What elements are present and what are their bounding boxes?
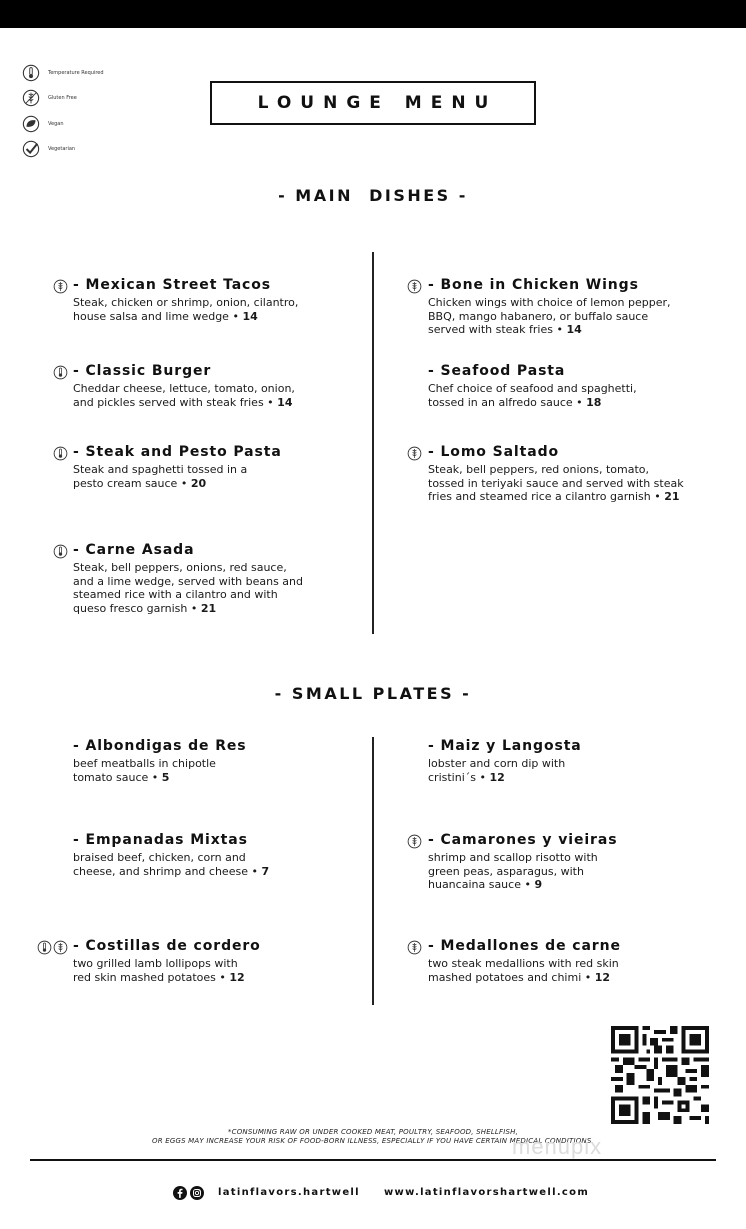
thermometer-icon <box>22 64 40 82</box>
legend-gluten-free <box>22 86 104 112</box>
footer-divider <box>30 1159 716 1161</box>
gluten-free-icon <box>53 940 68 955</box>
legend-label: Vegetarian <box>48 146 76 153</box>
item-price: 14 <box>566 323 582 336</box>
item-description: braised beef, chicken, corn and cheese, and shrimp and cheese • 7 <box>73 851 270 878</box>
item-description: Steak, bell peppers, red onions, tomato, tossed in teriyaki sauce and served with steak fries and steamed rice a cilantro garnish • 21 <box>428 463 684 503</box>
gluten-free-icon <box>407 940 422 955</box>
item-description: lobster and corn dip with cristini´s • 12 <box>428 757 566 784</box>
website-link[interactable]: www.latinflavorshartwell.com <box>384 1187 590 1198</box>
menu-title: LOUNGE MENU <box>257 93 498 113</box>
temperature-icon <box>53 544 68 559</box>
legend-label: Gluten Free <box>48 95 77 102</box>
menu-title-box <box>210 81 536 125</box>
small-plates-title: - SMALL PLATES - <box>274 684 472 703</box>
item-name: - Mexican Street Tacos <box>73 277 272 293</box>
item-price: 5 <box>161 770 170 784</box>
item-description: Chicken wings with choice of lemon pepper, BBQ, mango habanero, or buffalo sauce served with steak fries • 14 <box>428 296 671 336</box>
watermark: menupix <box>512 1134 603 1159</box>
item-description: Chef choice of seafood and spaghetti, tossed in an alfredo sauce • 18 <box>428 382 637 409</box>
gluten-free-icon <box>407 279 422 294</box>
item-name: - Albondigas de Res <box>73 738 247 754</box>
gluten-free-icon <box>407 834 422 849</box>
gluten-free-icon <box>53 279 68 294</box>
menu-item-classic-burger <box>73 363 295 409</box>
item-description: beef meatballs in chipotle tomato sauce • 5 <box>73 757 216 784</box>
menu-item-seafood-pasta <box>428 363 637 409</box>
item-name: - Lomo Saltado <box>428 444 560 460</box>
legend <box>22 60 104 162</box>
legend-label: Temperature Required <box>48 69 104 76</box>
menu-item-lomo-saltado <box>428 444 684 504</box>
item-name: - Costillas de cordero <box>73 938 261 954</box>
legend-label: Vegan <box>48 120 64 127</box>
item-name: - Carne Asada <box>73 542 195 558</box>
main-dishes-title: - MAIN DISHES - <box>278 186 468 205</box>
item-description: two steak medallions with red skin mashed potatoes and chimi • 12 <box>428 957 619 984</box>
item-price: 14 <box>242 309 258 323</box>
menu-item-steak-pesto-pasta <box>73 444 282 490</box>
item-description: Steak, chicken or shrimp, onion, cilantro, house salsa and lime wedge • 14 <box>73 296 299 323</box>
menu-item-costillas <box>73 938 261 984</box>
top-bar <box>0 0 746 28</box>
item-price: 21 <box>664 490 680 503</box>
food-safety-disclaimer: *CONSUMING RAW OR UNDER COOKED MEAT, POULTRY, SEAFOOD, SHELLFISH, OR EGGS MAY INCREASE YOUR RISK OF FOOD-BORN ILLNESS, ESPECIALLY IF YOU HAVE CERTAIN MEDICAL CONDITIONS. <box>152 1128 594 1145</box>
gluten-free-icon <box>407 446 422 461</box>
menu-item-camarones-y-vieiras <box>428 832 617 892</box>
qr-code[interactable] <box>611 1026 709 1124</box>
menu-item-medallones <box>428 938 621 984</box>
item-name: - Steak and Pesto Pasta <box>73 444 282 460</box>
item-description: Steak, bell peppers, onions, red sauce, and a lime wedge, served with beans and steamed rice with a cilantro and with queso fresco garnish • 21 <box>73 561 304 615</box>
item-price: 12 <box>594 970 611 984</box>
legend-temperature <box>22 60 104 86</box>
item-description: Cheddar cheese, lettuce, tomato, onion, and pickles served with steak fries • 14 <box>73 382 295 409</box>
wheat-icon <box>22 89 40 107</box>
leaf-icon <box>22 115 40 133</box>
item-name: - Camarones y vieiras <box>428 832 618 848</box>
legend-vegetarian <box>22 137 104 163</box>
item-price: 12 <box>229 970 245 984</box>
item-name: - Maiz y Langosta <box>428 738 582 754</box>
item-description: two grilled lamb lollipops with red skin mashed potatoes • 12 <box>73 957 245 984</box>
item-price: 12 <box>489 770 505 784</box>
item-price: 7 <box>261 864 270 878</box>
menu-item-empanadas <box>73 832 269 878</box>
menu-item-mexican-street-tacos <box>73 277 298 323</box>
item-price: 18 <box>586 395 602 409</box>
item-name: - Medallones de carne <box>428 938 621 954</box>
menu-item-albondigas <box>73 738 247 784</box>
menu-item-bone-in-chicken-wings <box>428 277 671 337</box>
footer <box>0 1186 746 1204</box>
item-price: 21 <box>200 601 217 615</box>
temperature-icon <box>53 365 68 380</box>
check-icon <box>22 140 40 158</box>
item-name: - Seafood Pasta <box>428 363 566 379</box>
facebook-icon[interactable] <box>173 1186 187 1200</box>
social-handle[interactable]: latinflavors.hartwell <box>218 1187 360 1198</box>
item-price: 9 <box>534 878 543 891</box>
item-name: - Empanadas Mixtas <box>73 832 248 848</box>
column-divider <box>372 737 374 1005</box>
temperature-icon <box>37 940 52 955</box>
menu-item-carne-asada <box>73 542 303 615</box>
instagram-icon[interactable] <box>190 1186 204 1200</box>
item-price: 14 <box>277 395 293 409</box>
item-name: - Bone in Chicken Wings <box>428 277 639 293</box>
item-name: - Classic Burger <box>73 363 212 379</box>
item-price: 20 <box>190 476 207 490</box>
menu-item-maiz-y-langosta <box>428 738 582 784</box>
temperature-icon <box>53 446 68 461</box>
column-divider <box>372 252 374 634</box>
legend-vegan <box>22 111 104 137</box>
item-description: Steak and spaghetti tossed in a pesto cream sauce • 20 <box>73 463 248 490</box>
item-description: shrimp and scallop risotto with green peas, asparagus, with huancaina sauce • 9 <box>428 851 598 891</box>
